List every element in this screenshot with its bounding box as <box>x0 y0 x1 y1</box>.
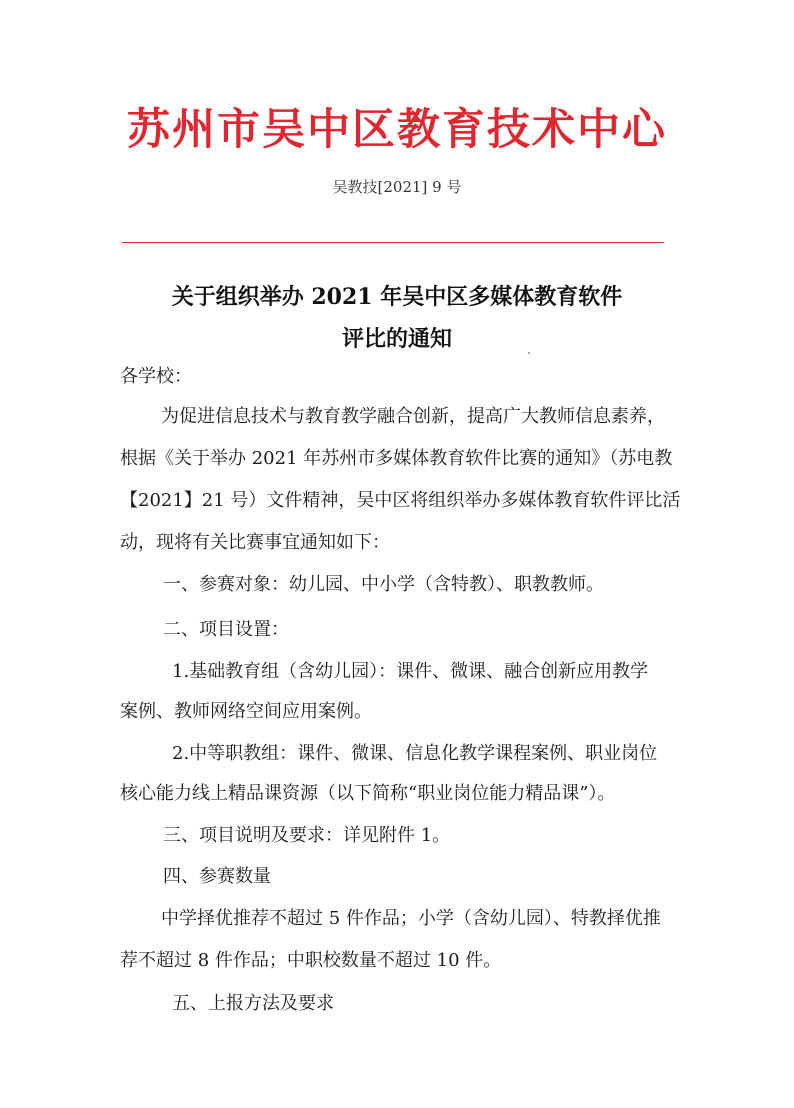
category-basic-line-1: 1.基础教育组（含幼儿园）：课件、微课、融合创新应用教学 <box>172 661 649 682</box>
intro-line-1: 为促进信息技术与教育教学融合创新，提高广大教师信息素养， <box>161 406 665 427</box>
section-submission-heading: 五、上报方法及要求 <box>172 993 334 1014</box>
section-quantity-heading: 四、参赛数量 <box>163 866 271 887</box>
notice-title-line-2: 评比的通知 <box>341 326 452 352</box>
category-basic-line-2: 案例、教师网络空间应用案例。 <box>120 701 372 722</box>
section-categories-heading: 二、项目设置： <box>163 619 289 640</box>
intro-line-3: 【2021】21 号）文件精神，吴中区将组织举办多媒体教育软件评比活 <box>120 490 681 511</box>
salutation: 各学校： <box>120 366 192 387</box>
section-requirements: 三、项目说明及要求：详见附件 1。 <box>163 825 451 846</box>
category-vocational-line-1: 2.中等职教组：课件、微课、信息化教学课程案例、职业岗位 <box>172 743 658 764</box>
document-number: 吴教技[2021] 9 号 <box>332 178 462 196</box>
scan-speck <box>528 352 530 354</box>
quantity-line-2: 荐不超过 8 件作品；中职校数量不超过 10 件。 <box>120 950 502 971</box>
notice-title-line-1: 关于组织举办 2021 年吴中区多媒体教育软件 <box>171 284 623 310</box>
issuer-masthead: 苏州市吴中区教育技术中心 <box>127 105 667 155</box>
section-participants: 一、参赛对象：幼儿园、中小学（含特教）、职教教师。 <box>163 574 604 595</box>
quantity-line-1: 中学择优推荐不超过 5 件作品；小学（含幼儿园）、特教择优推 <box>161 908 661 929</box>
intro-line-2: 根据《关于举办 2021 年苏州市多媒体教育软件比赛的通知》（苏电教 <box>120 448 673 469</box>
intro-line-4: 动，现将有关比赛事宜通知如下： <box>120 532 390 553</box>
red-divider-line <box>122 242 664 243</box>
category-vocational-line-2: 核心能力线上精品课资源（以下简称“职业岗位能力精品课”）。 <box>120 783 616 804</box>
